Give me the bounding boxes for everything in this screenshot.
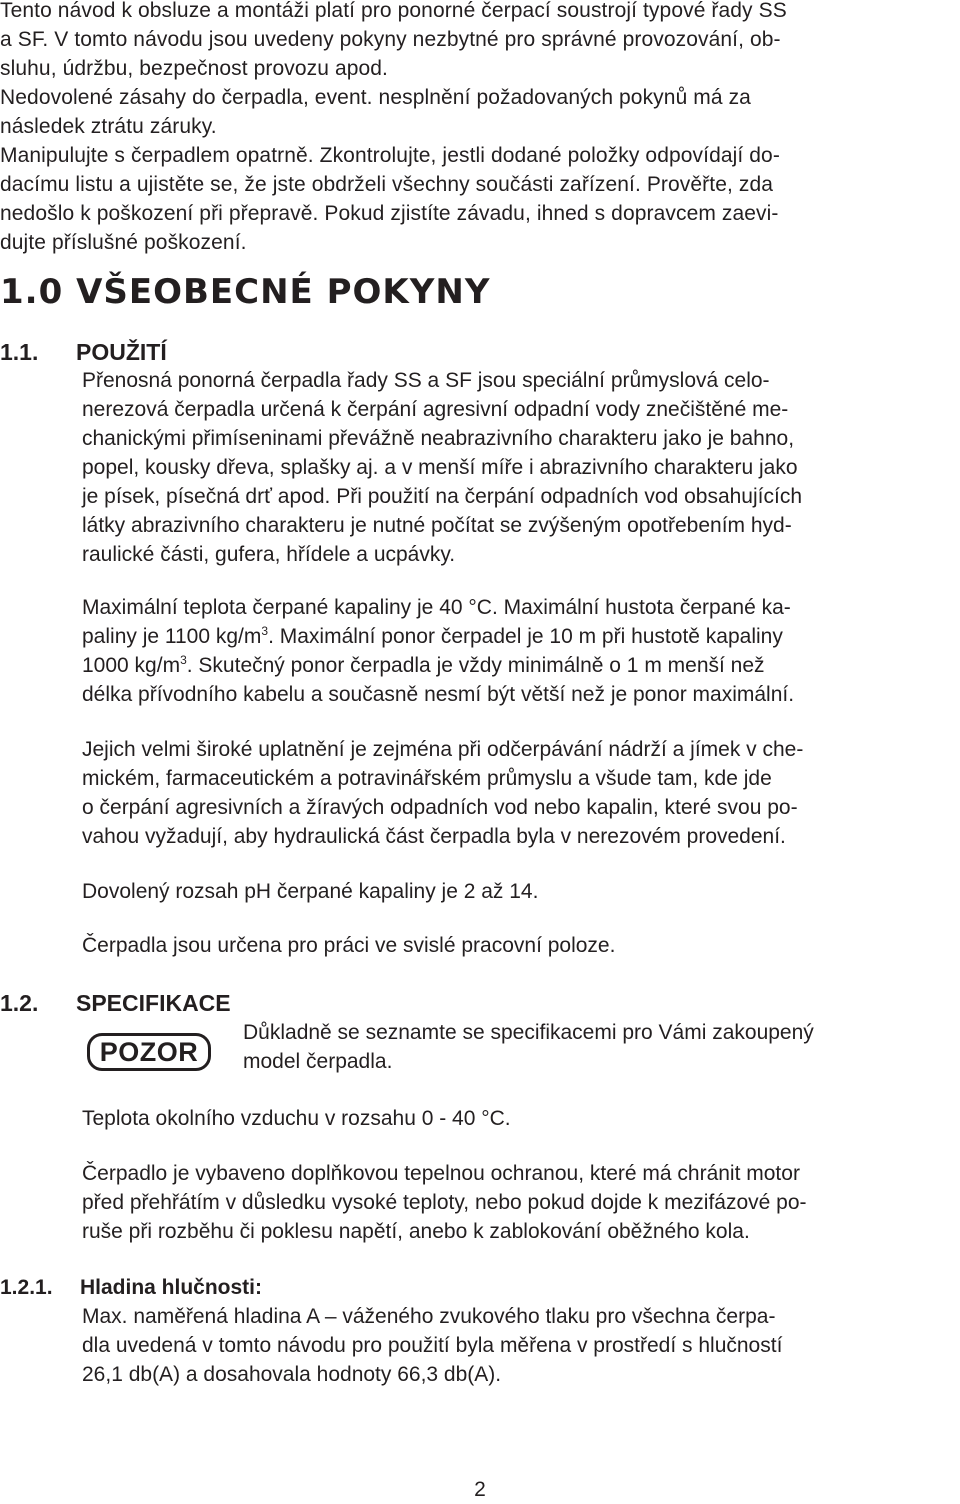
intro-line: dacímu listu a ujistěte se, že jste obdrželi všechny součásti zařízení. Prověřte, zda — [0, 173, 774, 196]
intro-line: Manipulujte s čerpadlem opatrně. Zkontrolujte, jestli dodané položky odpovídají do- — [0, 144, 780, 167]
paragraph-line: nerezová čerpadla určená k čerpání agresivní odpadní vody znečištěné me- — [82, 398, 789, 421]
text-run: . Maximální ponor čerpadel je 10 m při hustotě kapaliny — [268, 625, 783, 648]
paragraph-line: Čerpadlo je vybaveno doplňkovou tepelnou ochranou, které má chránit motor — [82, 1162, 800, 1185]
section-number: 1.2. — [0, 990, 39, 1016]
paragraph-line: dla uvedená v tomto návodu pro použití byla měřena v prostředí s hlučností — [82, 1334, 783, 1357]
section-title: Hladina hlučnosti: — [80, 1276, 263, 1299]
section-heading-1-1 — [0, 337, 167, 367]
paragraph-line: před přehřátím v důsledku vysoké teploty, nebo pokud dojde k mezifázové po- — [82, 1191, 807, 1214]
section-number: 1.2.1. — [0, 1276, 53, 1299]
paragraph-line: vahou vyžadují, aby hydraulická část čerpadla byla v nerezovém provedení. — [82, 825, 786, 848]
paragraph-line: chanickými přimíseninami převážně neabrazivního charakteru jako je bahno, — [82, 427, 795, 450]
paragraph-line: 26,1 db(A) a dosahovala hodnoty 66,3 db(A). — [82, 1363, 502, 1386]
superscript: 3 — [180, 653, 187, 667]
section-title: POUŽITÍ — [76, 339, 167, 365]
paragraph-line — [82, 622, 783, 651]
text-run: 1000 kg/m — [82, 654, 181, 677]
intro-line: nedošlo k poškození při přepravě. Pokud zjistíte závadu, ihned s dopravcem zaevi- — [0, 202, 779, 225]
section-number: 1.1. — [0, 339, 39, 365]
paragraph-line: Teplota okolního vzduchu v rozsahu 0 - 40 °C. — [82, 1107, 511, 1130]
text-run: . Skutečný ponor čerpadla je vždy minimálně o 1 m menší než — [186, 654, 765, 677]
section-heading-1: 1.0 VŠEOBECNÉ POKYNY — [0, 272, 491, 312]
paragraph-line: Maximální teplota čerpané kapaliny je 40 °C. Maximální hustota čerpané ka- — [82, 596, 791, 619]
paragraph-line: mickém, farmaceutickém a potravinářském průmyslu a všude tam, kde jde — [82, 767, 772, 790]
paragraph-line: je písek, písečná drť apod. Při použití na čerpání odpadních vod obsahujících — [82, 485, 802, 508]
warning-text-line: Důkladně se seznamte se specifikacemi pro Vámi zakoupený — [243, 1021, 814, 1044]
section-heading-1-2 — [0, 988, 231, 1018]
paragraph-line: o čerpání agresivních a žíravých odpadních vod nebo kapalin, které svou po- — [82, 796, 798, 819]
paragraph-line: Max. naměřená hladina A – váženého zvukového tlaku pro všechna čerpa- — [82, 1305, 776, 1328]
intro-line: Tento návod k obsluze a montáži platí pro ponorné čerpací soustrojí typové řady SS — [0, 0, 787, 22]
paragraph-line: Jejich velmi široké uplatnění je zejména při odčerpávání nádrží a jímek v che- — [82, 738, 804, 761]
intro-line: následek ztrátu záruky. — [0, 115, 217, 138]
paragraph-line: Dovolený rozsah pH čerpané kapaliny je 2 až 14. — [82, 880, 539, 903]
paragraph-line: látky abrazivního charakteru je nutné počítat se zvýšeným opotřebením hyd- — [82, 514, 792, 537]
paragraph-line: raulické části, gufera, hřídele a ucpávky. — [82, 543, 456, 566]
superscript: 3 — [261, 624, 269, 638]
section-title: SPECIFIKACE — [76, 990, 231, 1016]
warning-text-line: model čerpadla. — [243, 1050, 393, 1073]
intro-line: sluhu, údržbu, bezpečnost provozu apod. — [0, 57, 388, 80]
paragraph-line — [82, 651, 765, 680]
warning-badge: POZOR — [87, 1033, 211, 1071]
intro-line: Nedovolené zásahy do čerpadla, event. nesplnění požadovaných pokynů má za — [0, 86, 751, 109]
paragraph-line: ruše při rozběhu či poklesu napětí, anebo k zablokování oběžného kola. — [82, 1220, 750, 1243]
page-number: 2 — [474, 1478, 486, 1501]
intro-line: a SF. V tomto návodu jsou uvedeny pokyny nezbytné pro správné provozování, ob- — [0, 28, 781, 51]
intro-line: dujte příslušné poškození. — [0, 231, 247, 254]
paragraph-line: popel, kousky dřeva, splašky aj. a v menší míře i abrazivního charakteru jako — [82, 456, 798, 479]
paragraph-line: délka přívodního kabelu a současně nesmí být větší než je ponor maximální. — [82, 683, 795, 706]
section-heading-1-2-1 — [0, 1273, 262, 1302]
paragraph-line: Čerpadla jsou určena pro práci ve svislé pracovní poloze. — [82, 934, 616, 957]
text-run: paliny je 1100 kg/m — [82, 625, 262, 648]
paragraph-line: Přenosná ponorná čerpadla řady SS a SF jsou speciální průmyslová celo- — [82, 369, 770, 392]
